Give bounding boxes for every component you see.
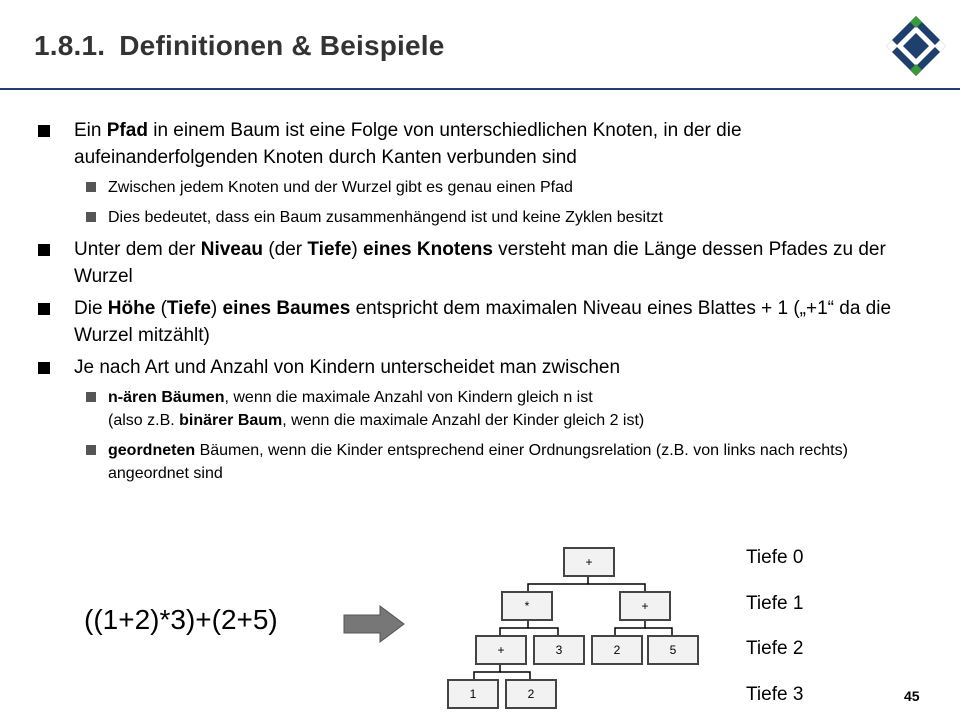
subbullet-n-aere bbox=[86, 386, 918, 432]
node-label: 1 bbox=[469, 687, 477, 701]
node-label: + bbox=[641, 599, 649, 613]
page-number: 45 bbox=[904, 688, 920, 704]
tree-node-plus-left bbox=[476, 636, 526, 664]
slide-title bbox=[34, 30, 445, 62]
level-label-2: Tiefe 2 bbox=[746, 638, 804, 659]
logo-icon bbox=[884, 14, 948, 78]
title-text: Definitionen & Beispiele bbox=[119, 30, 445, 61]
term-geordnet: geordneten bbox=[108, 442, 196, 459]
term-binaerer-baum: binärer Baum bbox=[179, 412, 283, 429]
node-label: 5 bbox=[669, 643, 677, 657]
tree-node-root bbox=[564, 548, 614, 576]
text: ( bbox=[155, 298, 167, 319]
term-niveau: Niveau bbox=[200, 239, 264, 260]
tree-node-plus-right bbox=[620, 592, 670, 620]
text: in einem Baum ist eine Folge von unterschiedlichen Knoten, in der die aufeinanderfolgenden Knoten durch Kanten verbunden sind bbox=[74, 120, 742, 168]
text: Unter dem der bbox=[74, 239, 201, 260]
subbullet-pfad-2: Dies bedeutet, dass ein Baum zusammenhängend ist und keine Zyklen besitzt bbox=[86, 206, 918, 229]
node-label: + bbox=[497, 643, 505, 657]
term-tiefe: Tiefe bbox=[166, 298, 211, 319]
tree-node-three bbox=[534, 636, 584, 664]
bullet-pfad bbox=[38, 117, 918, 171]
term-tiefe: Tiefe bbox=[307, 239, 352, 260]
tree-node-mul bbox=[502, 592, 552, 620]
bullet-list bbox=[38, 117, 918, 492]
node-label: + bbox=[585, 555, 593, 569]
term-pfad: Pfad bbox=[106, 120, 148, 141]
text: ) bbox=[210, 298, 223, 319]
text: (also z.B. bbox=[108, 412, 180, 429]
term-n-aere-baeume: n-ären Bäumen bbox=[108, 389, 225, 406]
tree-node-two-right bbox=[592, 636, 642, 664]
bullet-niveau bbox=[38, 236, 918, 290]
text: Ein bbox=[74, 120, 107, 141]
node-label: 2 bbox=[527, 687, 535, 701]
section-number: 1.8.1. bbox=[34, 30, 106, 61]
text: versteht man die Länge dessen Pfades zu der Wurzel bbox=[74, 239, 886, 287]
text: Die bbox=[74, 298, 108, 319]
text: entspricht dem maximalen Niveau eines Blattes + 1 („+1“ da die Wurzel mitzählt) bbox=[74, 298, 892, 346]
tree-node-two-left bbox=[506, 680, 556, 708]
title-rule bbox=[0, 88, 960, 90]
node-label: 2 bbox=[613, 643, 621, 657]
text: ) bbox=[351, 239, 364, 260]
level-label-3: Tiefe 3 bbox=[746, 684, 804, 705]
subbullet-geordnet bbox=[86, 439, 918, 485]
text: , wenn die maximale Anzahl von Kindern gleich n ist bbox=[224, 389, 593, 406]
term-eines-knotens: eines Knotens bbox=[363, 239, 493, 260]
bullet-kinder: Je nach Art und Anzahl von Kindern unterscheidet man zwischen bbox=[38, 354, 918, 381]
bullet-hoehe bbox=[38, 295, 918, 349]
expression-tree bbox=[440, 540, 700, 710]
node-label: 3 bbox=[555, 643, 563, 657]
term-eines-baumes: eines Baumes bbox=[222, 298, 351, 319]
subbullet-pfad-1: Zwischen jedem Knoten und der Wurzel gibt es genau einen Pfad bbox=[86, 176, 918, 199]
expression: ((1+2)*3)+(2+5) bbox=[84, 604, 278, 635]
level-label-1: Tiefe 1 bbox=[746, 593, 804, 614]
arrow-right-icon bbox=[342, 604, 406, 644]
text: (der bbox=[263, 239, 308, 260]
tree-node-five bbox=[648, 636, 698, 664]
term-hoehe: Höhe bbox=[107, 298, 156, 319]
text: , wenn die maximale Anzahl der Kinder gleich 2 ist) bbox=[282, 412, 645, 429]
tree-node-one bbox=[448, 680, 498, 708]
level-label-0: Tiefe 0 bbox=[746, 547, 804, 568]
node-label: * bbox=[524, 599, 530, 613]
text: Bäumen, wenn die Kinder entsprechend einer Ordnungsrelation (z.B. von links nach rechts) angeordnet sind bbox=[108, 442, 848, 482]
